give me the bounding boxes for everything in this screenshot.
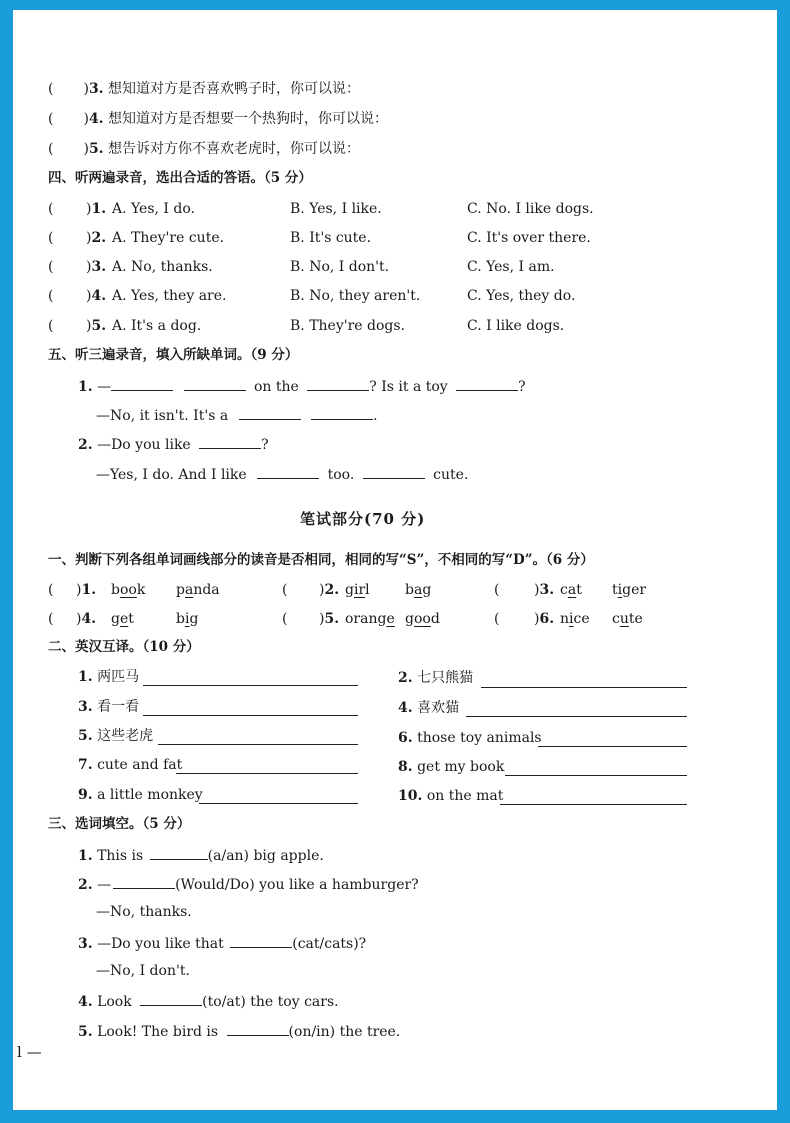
fill-item: 5. Look! The bird is (on/in) the tree. bbox=[78, 1021, 400, 1041]
s5-q2-reply: —Yes, I do. And I like too. cute. bbox=[96, 464, 468, 484]
word: panda bbox=[176, 582, 220, 598]
s5-q1: 1. — on the ? Is it a toy ? bbox=[78, 376, 526, 396]
fill-reply: —No, I don't. bbox=[96, 963, 190, 979]
word: get bbox=[111, 611, 134, 627]
word: good bbox=[405, 611, 440, 627]
answer-blank[interactable] bbox=[311, 405, 373, 420]
word: tiger bbox=[612, 582, 647, 598]
w1-heading: 一、判断下列各组单词画线部分的读音是否相同，相同的写“S”，不相同的写“D”。（6 分） bbox=[48, 552, 594, 568]
word: cute bbox=[612, 611, 643, 627]
answer-blank[interactable] bbox=[456, 376, 518, 391]
list-item: ( )4. 想知道对方是否想要一个热狗时，你可以说： bbox=[48, 111, 389, 127]
fill-item: 3. —Do you like that (cat/cats)? bbox=[78, 933, 366, 953]
word: nice bbox=[560, 611, 590, 627]
answer-blank[interactable] bbox=[363, 464, 425, 479]
section4-heading: 四、听两遍录音，选出合适的答语。（5 分） bbox=[48, 170, 312, 186]
s5-q2: 2. —Do you like ? bbox=[78, 434, 269, 454]
word: big bbox=[176, 611, 199, 627]
translate-item: 10. on the mat bbox=[398, 788, 504, 804]
answer-blank[interactable] bbox=[239, 405, 301, 420]
answer-line[interactable] bbox=[500, 804, 687, 805]
answer-line[interactable] bbox=[143, 685, 358, 686]
translate-item: 9. a little monkey bbox=[78, 787, 203, 803]
translate-item: 3. 看一看 bbox=[78, 699, 140, 715]
w2-heading: 二、英汉互译。（10 分） bbox=[48, 639, 200, 655]
answer-blank[interactable] bbox=[257, 464, 319, 479]
answer-blank[interactable] bbox=[307, 376, 369, 391]
answer-blank[interactable] bbox=[184, 376, 246, 391]
fill-item: 2. — (Would/Do) you like a hamburger? bbox=[78, 874, 419, 894]
word: book bbox=[111, 582, 146, 598]
fill-reply: —No, thanks. bbox=[96, 904, 192, 920]
answer-line[interactable] bbox=[176, 773, 358, 774]
list-item: ( )5. 想告诉对方你不喜欢老虎时，你可以说： bbox=[48, 141, 361, 157]
section5-heading: 五、听三遍录音，填入所缺单词。（9 分） bbox=[48, 347, 299, 363]
answer-line[interactable] bbox=[466, 716, 687, 717]
page-number: l — bbox=[17, 1043, 42, 1061]
list-item: ( )3. 想知道对方是否喜欢鸭子时，你可以说： bbox=[48, 81, 361, 97]
answer-blank[interactable] bbox=[150, 845, 208, 860]
word: girl bbox=[345, 582, 370, 598]
answer-blank[interactable] bbox=[199, 434, 261, 449]
translate-item: 4. 喜欢猫 bbox=[398, 700, 460, 716]
answer-line[interactable] bbox=[481, 687, 687, 688]
answer-blank[interactable] bbox=[230, 933, 292, 948]
s5-q1-reply: —No, it isn't. It's a . bbox=[96, 405, 378, 425]
answer-blank[interactable] bbox=[113, 874, 175, 889]
answer-blank[interactable] bbox=[111, 376, 173, 391]
w3-heading: 三、选词填空。（5 分） bbox=[48, 816, 191, 832]
word: cat bbox=[560, 582, 582, 598]
translate-item: 2. 七只熊猫 bbox=[398, 670, 474, 686]
answer-blank[interactable] bbox=[227, 1021, 289, 1036]
answer-blank[interactable] bbox=[140, 991, 202, 1006]
word: orange bbox=[345, 611, 395, 627]
fill-item: 4. Look (to/at) the toy cars. bbox=[78, 991, 339, 1011]
translate-item: 1. 两匹马 bbox=[78, 669, 140, 685]
answer-line[interactable] bbox=[158, 744, 358, 745]
translate-item: 6. those toy animals bbox=[398, 730, 542, 746]
translate-item: 7. cute and fat bbox=[78, 757, 183, 773]
written-part-title: 笔试部分(70 分) bbox=[300, 510, 426, 528]
fill-item: 1. This is (a/an) big apple. bbox=[78, 845, 324, 865]
answer-line[interactable] bbox=[199, 803, 358, 804]
answer-line[interactable] bbox=[143, 715, 358, 716]
translate-item: 8. get my book bbox=[398, 759, 505, 775]
word: bag bbox=[405, 582, 432, 598]
answer-line[interactable] bbox=[538, 746, 687, 747]
translate-item: 5. 这些老虎 bbox=[78, 728, 154, 744]
answer-line[interactable] bbox=[505, 775, 687, 776]
